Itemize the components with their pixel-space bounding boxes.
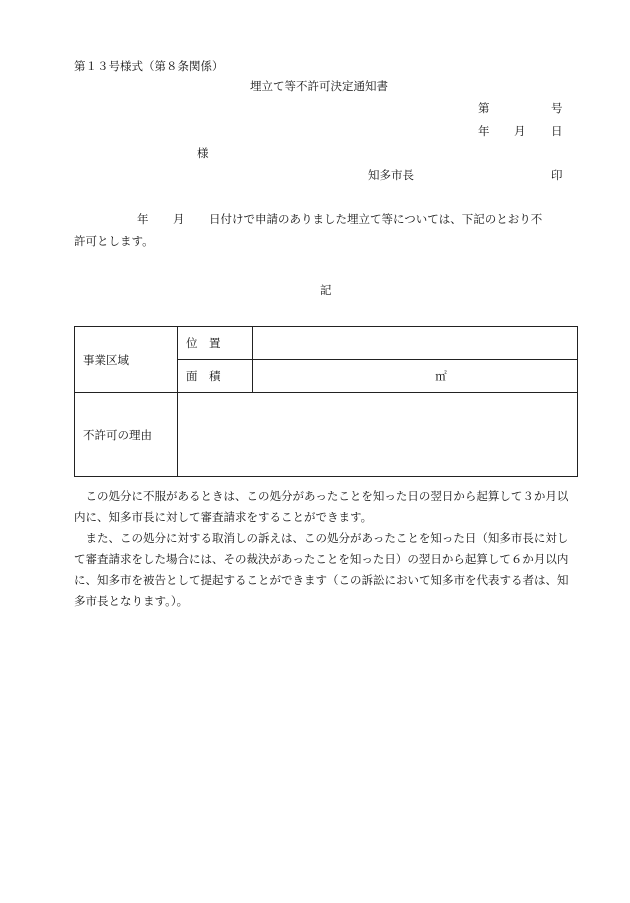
size-label: 面 積: [178, 360, 253, 393]
date-month: 月: [514, 124, 526, 138]
number-suffix: 号: [551, 101, 563, 115]
form-table: [74, 326, 578, 477]
location-label: 位 置: [178, 327, 253, 360]
area-label: 事業区域: [75, 327, 178, 393]
reason-value[interactable]: [178, 393, 578, 477]
ki-heading: 記: [320, 283, 332, 297]
body-text-line-2: 許可とします。: [74, 234, 154, 248]
seal: 印: [551, 168, 563, 182]
date-year: 年: [478, 124, 490, 138]
size-unit: ㎡: [435, 369, 447, 383]
addressee-suffix: 様: [197, 146, 209, 160]
reason-label: 不許可の理由: [75, 393, 178, 477]
body-month: 月: [173, 212, 185, 226]
form-number: 第１３号様式（第８条関係）: [74, 59, 224, 73]
document-title: 埋立て等不許可決定通知書: [250, 79, 388, 93]
note-paragraph-1: この処分に不服があるときは、この処分があったことを知った日の翌日から起算して３か月以内に、知多市長に対して審査請求をすることができます。: [74, 489, 569, 524]
body-text-line-1: 日付けで申請のありました埋立て等については、下記のとおり不: [209, 212, 543, 226]
number-prefix: 第: [478, 101, 490, 115]
issuer: 知多市長: [368, 168, 414, 182]
date-day: 日: [551, 124, 563, 138]
body-year: 年: [137, 212, 149, 226]
size-value[interactable]: [253, 360, 578, 393]
note-paragraph-2: また、この処分に対する取消しの訴えは、この処分があったことを知った日（知多市長に対して審査請求をした場合には、その裁決があったことを知った日）の翌日から起算して６か月以内に、知多市を被告として提起することができます（この訴訟において知多市を代表する者は、知多市長となります。）。: [74, 531, 569, 608]
location-value[interactable]: [253, 327, 578, 360]
